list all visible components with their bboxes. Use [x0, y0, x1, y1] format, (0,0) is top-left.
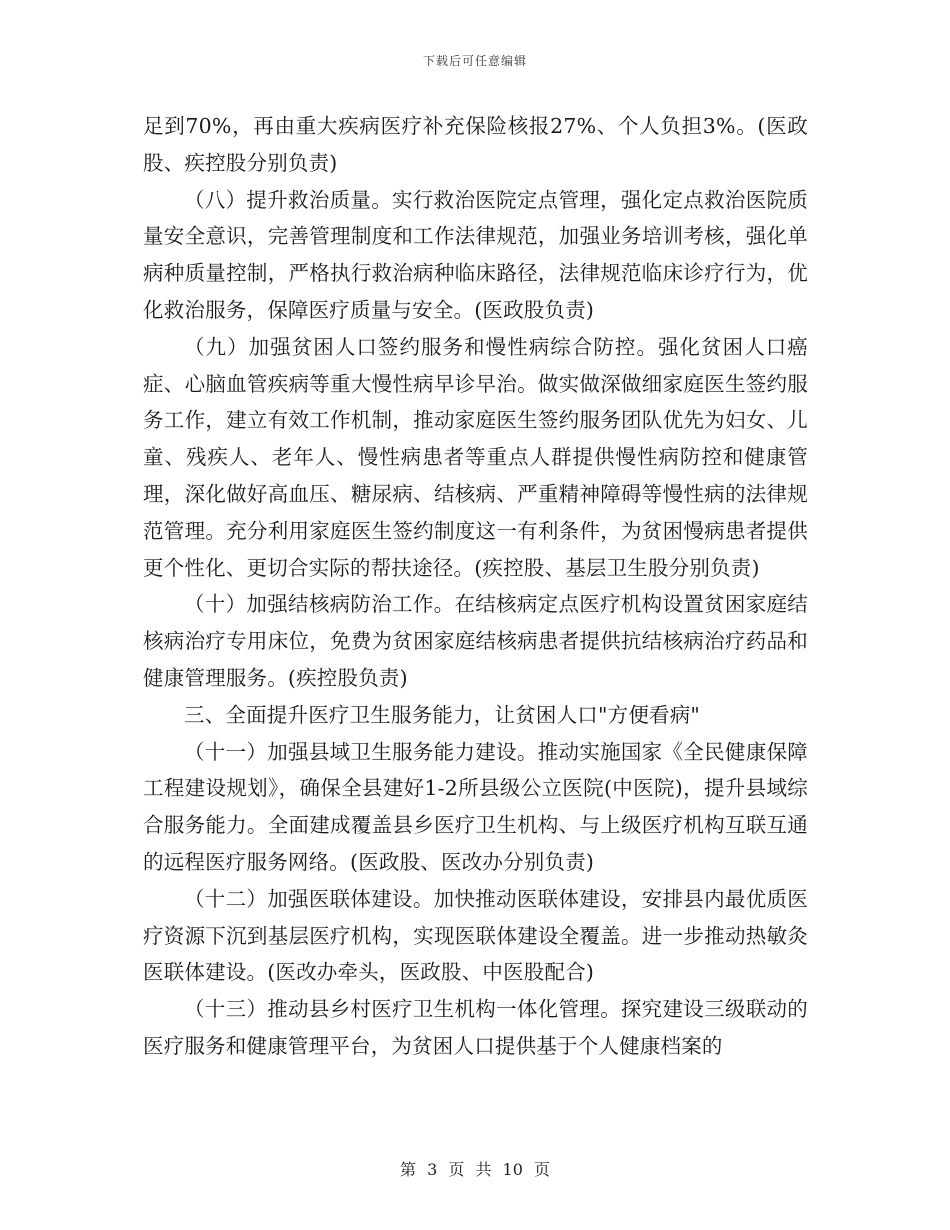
paragraph-1: 足到70%，再由重大疾病医疗补充保险核报27%、个人负担3%。(医政股、疾控股分别负责) — [143, 114, 808, 175]
paragraph-7: （十三）推动县乡村医疗卫生机构一体化管理。探究建设三级联动的医疗服务和健康管理平台，为贫困人口提供基于个人健康档案的 — [143, 997, 808, 1058]
document-body — [143, 108, 808, 1065]
paragraph-2: （八）提升救治质量。实行救治医院定点管理，强化定点救治医院质量安全意识，完善管理制度和工作法律规范，加强业务培训考核，强化单病种质量控制，严格执行救治病种临床路径，法律规范临床诊疗行为，优化救治服务，保障医疗质量与安全。(医政股负责) — [143, 187, 808, 322]
page-header: 下载后可任意编辑 — [422, 54, 527, 68]
paragraph-3: （九）加强贫困人口签约服务和慢性病综合防控。强化贫困人口癌症、心脑血管疾病等重大慢性病早诊早治。做实做深做细家庭医生签约服务工作，建立有效工作机制，推动家庭医生签约服务团队优先为妇女、儿童、残疾人、老年人、慢性病患者等重点人群提供慢性病防控和健康管理，深化做好高血压、糖尿病、结核病、严重精神障碍等慢性病的法律规范管理。充分利用家庭医生签约制度这一有利条件，为贫困慢病患者提供更个性化、更切合实际的帮扶途径。(疾控股、基层卫生股分别负责) — [143, 334, 808, 580]
page-footer: 第 3 页 共 10 页 — [400, 1160, 550, 1179]
section-heading: 三、全面提升医疗卫生服务能力，让贫困人口"方便看病" — [184, 702, 701, 727]
paragraph-5: （十一）加强县域卫生服务能力建设。推动实施国家《全民健康保障工程建设规划》，确保全县建好1-2所县级公立医院(中医院)，提升县域综合服务能力。全面建成覆盖县乡医疗卫生机构、与上级医疗机构互联互通的远程医疗服务网络。(医政股、医改办分别负责) — [143, 739, 808, 874]
paragraph-4: （十）加强结核病防治工作。在结核病定点医疗机构设置贫困家庭结核病治疗专用床位，免费为贫困家庭结核病患者提供抗结核病治疗药品和健康管理服务。(疾控股负责) — [143, 592, 808, 690]
paragraph-6: （十二）加强医联体建设。加快推动医联体建设，安排县内最优质医疗资源下沉到基层医疗机构，实现医联体建设全覆盖。进一步推动热敏灸医联体建设。(医改办牵头，医政股、中医股配合) — [143, 886, 808, 985]
